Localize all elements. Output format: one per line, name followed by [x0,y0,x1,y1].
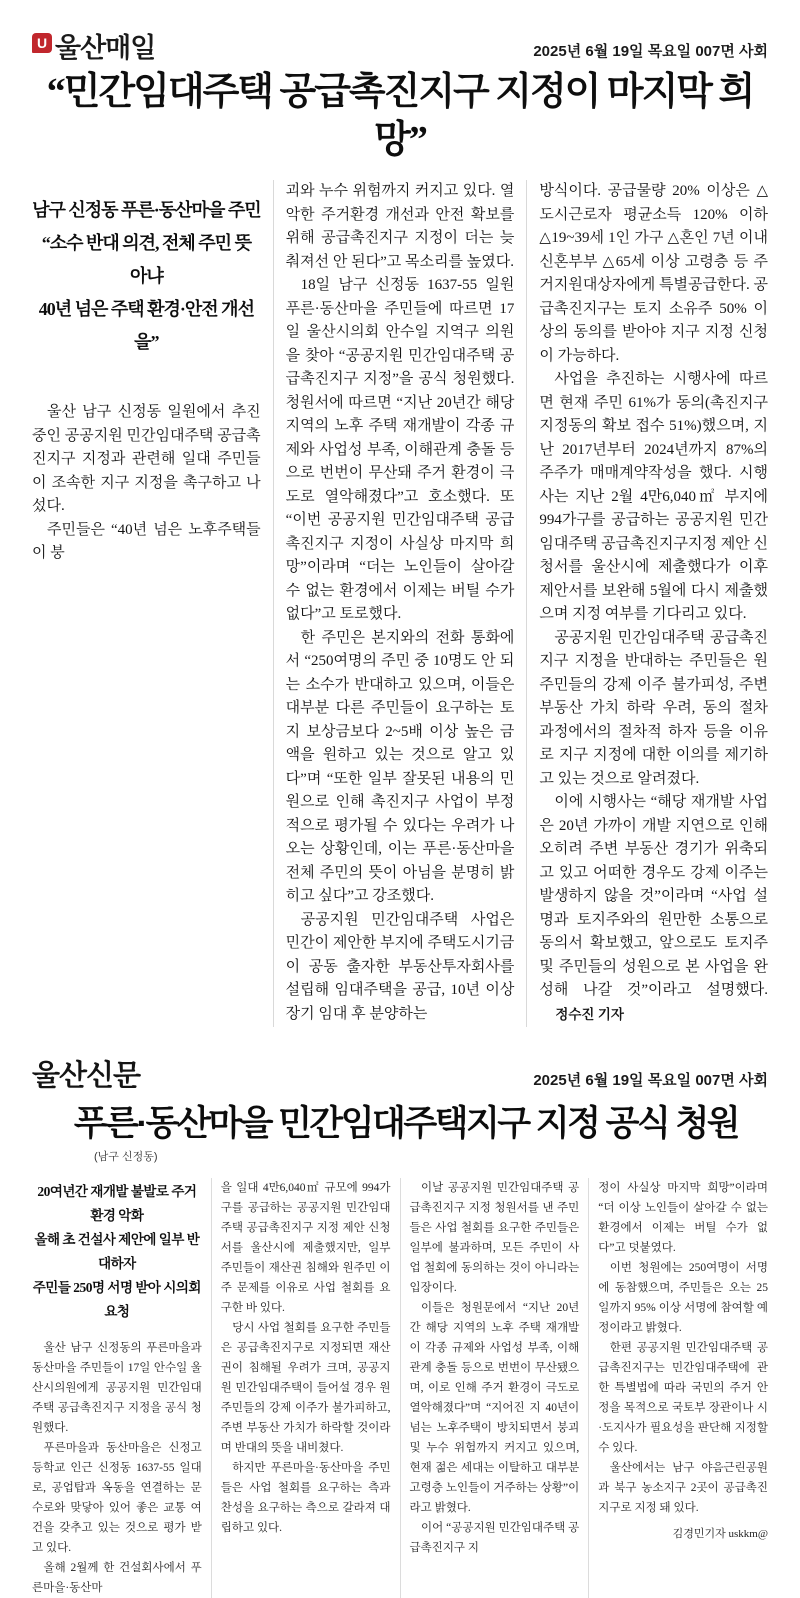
article2-header [32,1053,768,1094]
article1-byline: 정수진 기자 [555,1006,624,1022]
paragraph: 이들은 청원문에서 “지난 20년간 해당 지역의 노후 주택 재개발이 각종 규제와 사업성 부족, 이해관계 충돌 등으로 번번이 무산됐으며, 이로 인해 주거 환경이 극도로 열악해졌다”며 “지어진 지 40년이 넘는 노후주택이 방치되면서 붕괴 및 누수 위험까지 커지고 있으며, 현재 젊은 세대는 이탈하고 대부분 고령층 노인들이 거주하는 상황”이라고 밝혔다. [409,1302,580,1515]
ulsan-maeil-logo-icon: U [32,33,52,53]
article2-kicker: (남구 신정동) [94,1151,158,1164]
paragraph: 이날 공공지원 민간임대주택 공급촉진지구 지정 청원서를 낸 주민들은 사업 철회를 요구한 주민들은 일부에 불과하며, 모든 주민이 사업 철회에 동의하는 것이 아니라는 입장이다. [409,1182,580,1295]
paragraph: 을 일대 4만6,040㎡ 규모에 994가구를 공급하는 공공지원 민간임대주택 공급촉진지구 지정 제안 신청서를 울산시에 제출했지만, 일부 주민들이 재산권 침해와 원주민 이주 문제를 이유로 사업 철회를 요구한 바 있다. [220,1182,391,1315]
paragraph: 당시 사업 철회를 요구한 주민들은 공급촉진지구로 지정되면 재산권이 침해될 우려가 크며, 공공지원 민간임대주택이 들어설 경우 원주민들의 강제 이주가 불가피하고, 주변 부동산 가치가 하락할 것이라며 반대의 뜻을 내비쳤다. [220,1322,391,1455]
paragraph: 올해 2월께 한 건설회사에서 푸른마을·동산마 [32,1562,202,1595]
paragraph: 공공지원 민간임대주택 공급촉진지구 지정을 반대하는 주민들은 원주민들의 강제 이주 불가피성, 주변 부동산 가치 하락 우려, 동의 절차 과정에서의 절차적 하자 등을 이유로 지구 지정에 대한 이의를 제기하고 있는 것으로 알려졌다. [539,629,769,787]
subhead-line: 남구 신정동 푸른·동산마을 주민 [32,200,261,220]
paragraph: 푸른마을과 동산마을은 신정고등학교 인근 신정동 1637-55 일대로, 공업탑과 옥동을 연결하는 문수로와 맞닿아 있어 좋은 교통 여건을 갖추고 있는 것으로 평가 받고 있다. [32,1442,202,1555]
dateline: 2025년 6월 19일 목요일 007면 사회 [533,43,768,60]
paragraph: 하지만 푸른마을·동산마을 주민들은 사업 철회를 요구하는 측과 찬성을 요구하는 측으로 갈라져 대립하고 있다. [220,1462,391,1535]
paragraph: 울산 남구 신정동 일원에서 추진 중인 공공지원 민간임대주택 공급촉진지구 지정과 관련해 일대 주민들이 조속한 지구 지정을 촉구하고 나섰다. [32,404,261,514]
article2-column-2 [211,1178,400,1598]
subhead-line: 20여년간 재개발 불발로 주거환경 악화 [37,1184,197,1224]
article-ulsan-maeil [32,26,768,1027]
paragraph: 한 주민은 본지와의 전화 통화에서 “250여명의 주민 중 10명도 안 되는 소수가 반대하고 있으며, 이들은 대부분 다른 주민들이 요구하는 토지 보상금보다 2~5배 이상 높은 금액을 원하고 있는 것으로 알고 있다”며 “또한 일부 잘못된 내용의 민원으로 인해 촉진지구 사업이 부정적으로 평가될 수 있다는 우려가 나오는 상황인데, 이는 푸른·동산마을 전체 주민의 뜻이 아님을 분명히 밝히고 싶다”고 강조했다. [285,629,515,904]
paragraph: 이어 “공공지원 민간임대주택 공급촉진지구 지 [409,1522,580,1555]
article1-headline: “민간임대주택 공급촉진지구 지정이 마지막 희망” [46,71,754,161]
article2-columns [32,1178,768,1598]
article2-column-1 [32,1178,211,1598]
article1-header [32,26,768,65]
article2-byline: 김경민기자 uskkm@ [672,1528,768,1541]
subhead-line: 주민들 250명 서명 받아 시의회 요청 [32,1280,201,1320]
paragraph: 주민들은 “40년 넘은 노후주택들이 붕 [32,521,261,561]
subhead-line: 올해 초 건설사 제안에 일부 반대하자 [34,1232,200,1272]
article2-column-4 [588,1178,768,1598]
paragraph: 정이 사실상 마지막 희망”이라며 “더 이상 노인들이 살아갈 수 없는 환경에서 이제는 버틸 수가 없다”고 덧붙였다. [598,1182,768,1255]
article1-columns [32,180,768,1027]
article1-subheadline [32,194,261,359]
paragraph [539,791,768,1027]
article1-column-2 [273,180,527,1027]
paragraph: 울산 남구 신정동의 푸른마을과 동산마을 주민들이 17일 안수일 울산시의원에게 공공지원 민간임대주택 공급촉진지구 지정을 공식 청원했다. [32,1342,202,1435]
ulsan-maeil-masthead [32,26,155,65]
paragraph: 이번 청원에는 250여명이 서명에 동참했으며, 주민들은 오는 25일까지 95% 이상 서명에 참여할 예정이라고 밝혔다. [598,1262,768,1335]
subhead-line: “소수 반대 의견, 전체 주민 뜻 아냐 [41,233,251,286]
article2-subheadline [32,1180,202,1324]
paragraph: 방식이다. 공급물량 20% 이상은 △도시근로자 평균소득 120% 이하 △19~39세 1인 가구 △혼인 7년 이내 신혼부부 △65세 이상 고령층 등 주거지원대상자에게 특별공급한다. 공급촉진지구는 토지 소유주 50% 이상의 동의를 받아야 지구 지정 신청이 가능하다. [539,183,769,364]
paragraph: 18일 남구 신정동 1637-55 일원 푸른·동산마을 주민들에 따르면 17일 울산시의회 안수일 지역구 의원을 찾아 “공공지원 민간임대주택 공급촉진지구 지정”을 공식 청원했다. 청원서에 따르면 “지난 20년간 해당 지역의 노후 주택 재개발이 각종 규제와 사업성 부족, 이해관계 충돌 등으로 번번이 무산돼 주거 환경이 극도로 열악해졌다”고 호소했다. 또 “이번 공공지원 민간임대주택 공급촉진지구 지정이 사실상 마지막 희망”이라며 “더는 노인들이 살아갈 수 없는 환경에서 이제는 버틸 수가 없다”고 토로했다. [285,277,515,622]
paragraph: 괴와 누수 위험까지 커지고 있다. 열악한 주거환경 개선과 안전 확보를 위해 공급촉진지구 지정이 더는 늦춰져선 안 된다”고 목소리를 높였다. [285,183,515,270]
article2-headline: 푸른·동산마을 민간임대주택지구 지정 공식 청원 [73,1104,739,1143]
paragraph: 공공지원 민간임대주택 사업은 민간이 제안한 부지에 주택도시기금이 공동 출자한 부동산투자회사를 설립해 임대주택을 공급, 10년 이상 장기 임대 후 분양하는 [285,911,515,1022]
article2-column-3 [400,1178,589,1598]
paragraph: 울산에서는 남구 야음근린공원과 북구 농소지구 2곳이 공급촉진지구로 지정 돼 있다. [598,1462,768,1515]
subhead-line: 40년 넘은 주택 환경·안전 개선을” [38,299,254,352]
article1-column-1 [32,180,273,1027]
article1-column-3 [526,180,768,1027]
article-ulsan-sinmun [32,1053,768,1598]
dateline: 2025년 6월 19일 목요일 007면 사회 [533,1072,768,1089]
ulsan-sinmun-masthead: 울산신문 [32,1060,141,1092]
paragraph: 사업을 추진하는 시행사에 따르면 현재 주민 61%가 동의(촉진지구지정동의 확보 접수 51%)했으며, 지난 2017년부터 2024년까지 87%의 주주가 매매계약작성을 했다. 시행사는 지난 2월 4만6,040㎡ 부지에 994가구를 공급하는 공공지원 민간임대주택 공급촉진지구지정 제안 신청서를 울산시에 제출했다가 이후 제안서를 보완해 5월에 다시 제출했으며 지정 여부를 기다리고 있다. [539,371,769,622]
paragraph: 한편 공공지원 민간임대주택 공급촉진지구는 민간임대주택에 관한 특별법에 따라 국민의 주거 안정을 목적으로 국토부 장관이나 시·도지사가 필요성을 판단해 지정할 수 있다. [598,1342,768,1455]
masthead-title: 울산매일 [55,33,156,63]
paragraph-text: 이에 시행사는 “해당 재개발 사업은 20년 가까이 개발 지연으로 인해 오히려 주변 부동산 경기가 위축되고 있고 어떠한 경우도 강제 이주는 발생하지 않을 것”이라며 “사업 설명과 토지주와의 원만한 소통으로 동의서 확보했고, 앞으로도 토지주 및 주민들의 성원으로 본 사업을 완성해 나갈 것”이라고 설명했다. [539,794,769,998]
